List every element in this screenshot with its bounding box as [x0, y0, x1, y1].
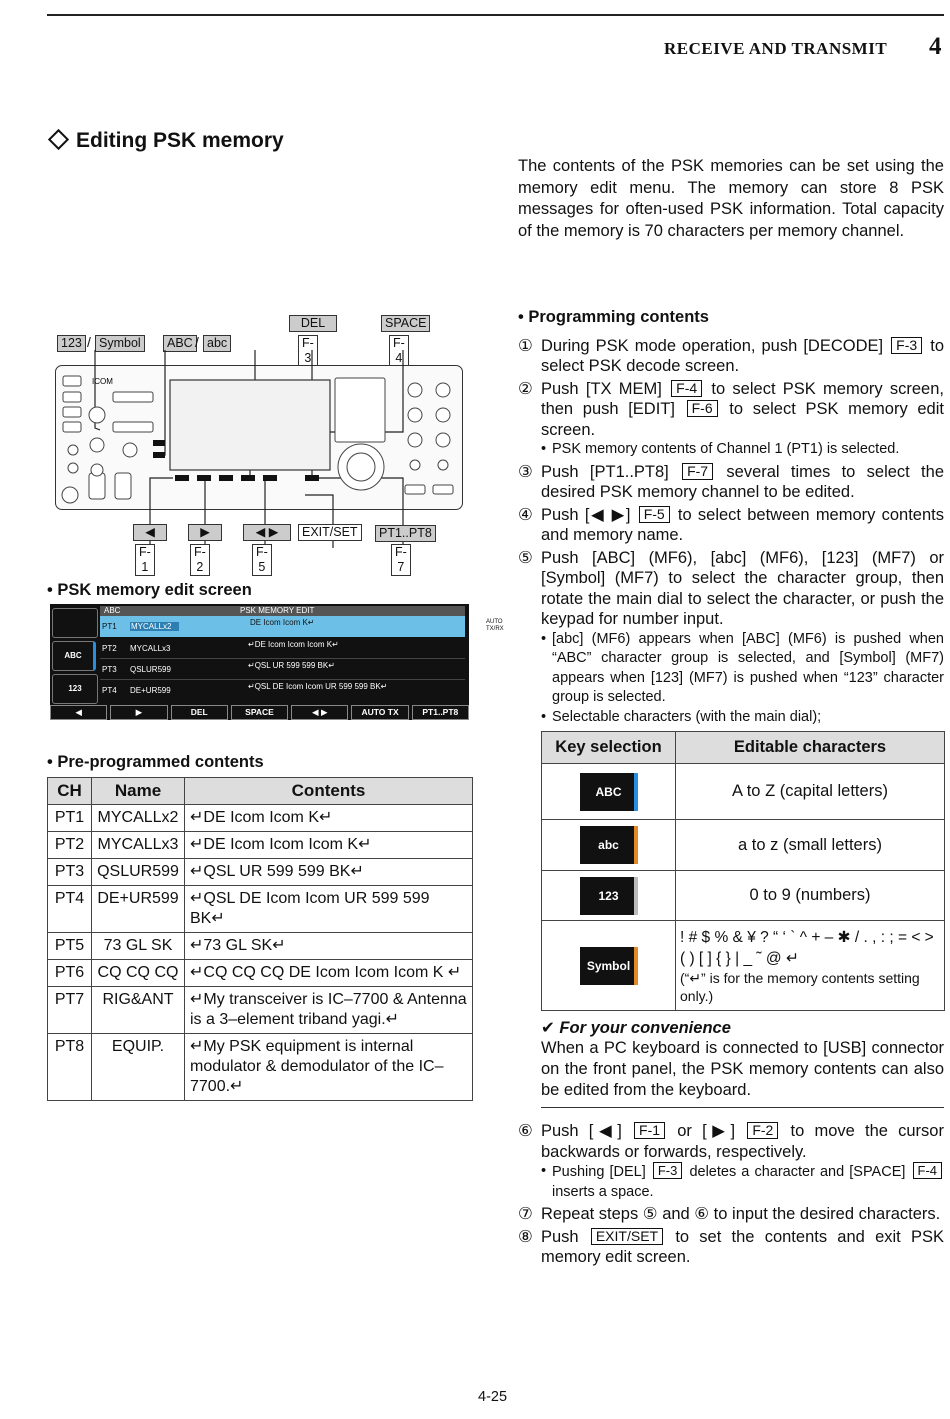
label-f2: F-2 — [190, 544, 210, 576]
key-label: F-3 — [891, 337, 922, 354]
intro-paragraph: The contents of the PSK memories can be set using the memory edit menu. The memory can store 8 PSK messages for often-used PSK information. Total capacity of the memory is 70 characters per memory channel. — [518, 157, 944, 240]
editable-chars: A to Z (capital letters) — [676, 764, 945, 820]
step-text: or [▶] — [677, 1122, 736, 1140]
step-5 — [518, 548, 944, 728]
label-f5: F-5 — [252, 544, 272, 576]
convenience-text: When a PC keyboard is connected to [USB] connector on the front panel, the PSK memory contents can also be edited from the keyboard. — [541, 1039, 944, 1099]
pre-programmed-table — [47, 777, 473, 1101]
step-1 — [518, 336, 944, 377]
table-header: Editable characters — [676, 732, 945, 764]
screen-row[interactable]: PT3 QSLUR599 ↵QSL UR 599 599 BK↵ AUTO TX/RX — [100, 659, 465, 680]
softkey-left-right[interactable]: ◀ ▶ — [291, 705, 348, 720]
screen-row[interactable]: PT2 MYCALLx3 ↵DE Icom Icom Icom K↵ AUTO TX/RX — [100, 638, 465, 659]
steps-continued — [518, 1121, 944, 1270]
step-number: ② — [518, 379, 533, 398]
step-text: Push [ABC] (MF6), [abc] (MF6), [123] (MF7) or [Symbol] (MF7) to select the character group, then rotate the main dial to select the character, or push the keypad for number input. — [541, 548, 944, 628]
step-number: ⑥ — [518, 1122, 533, 1140]
key-label: F-5 — [639, 506, 670, 523]
label-123: 123 — [57, 335, 86, 352]
step-text: Push — [541, 1227, 579, 1246]
abc-key-icon: ABC — [580, 773, 638, 811]
table-row — [542, 764, 945, 820]
step-2 — [518, 379, 944, 460]
chapter-title: RECEIVE AND TRANSMIT — [664, 39, 888, 58]
step-text: several times to select the desired PSK memory channel to be edited. — [541, 462, 944, 501]
side-button-blank[interactable] — [52, 608, 98, 638]
key-selection-table — [541, 731, 945, 1011]
table-row: PT5 73 GL SK ↵73 GL SK↵ — [48, 933, 473, 960]
key-label: F-4 — [913, 1162, 943, 1179]
step-text: to select between memory contents and memory name. — [541, 505, 944, 544]
screen-row[interactable]: PT4 DE+UR599 ↵QSL DE Icom Icom UR 599 599 BK↵ AUTO TX/RX — [102, 682, 504, 696]
side-button-abc[interactable]: ABC — [52, 641, 96, 671]
table-row — [542, 921, 945, 1011]
softkey-pt1-pt8[interactable]: PT1..PT8 — [412, 705, 469, 720]
table-row — [542, 871, 945, 921]
table-row: PT8 EQUIP. ↵My PSK equipment is internal modulator & demodulator of the IC–7700.↵ — [48, 1034, 473, 1101]
side-button-123[interactable]: 123 — [52, 674, 98, 704]
psk-memory-edit-screen — [50, 604, 504, 720]
label-abc-lower: abc — [203, 335, 231, 352]
convenience-title: ✔ For your convenience — [541, 1019, 731, 1037]
chapter-number: 4 — [929, 33, 942, 60]
radio-panel-drawing — [55, 310, 465, 560]
section-title-text: Editing PSK memory — [76, 129, 284, 152]
step-7 — [518, 1204, 944, 1225]
table-row: PT6 CQ CQ CQ ↵CQ CQ CQ DE Icom Icom Icom K ↵ — [48, 960, 473, 987]
table-header: Name — [92, 778, 185, 805]
softkey-del[interactable]: DEL — [171, 705, 228, 720]
table-header: CH — [48, 778, 92, 805]
step-8 — [518, 1227, 944, 1268]
label-f1: F-1 — [135, 544, 155, 576]
step-text: Push [◀] — [541, 1122, 622, 1140]
header-rule — [47, 14, 944, 16]
diamond-icon — [48, 129, 69, 150]
label-del: DEL — [289, 315, 337, 332]
screen-row-selected[interactable]: PT1 MYCALLx2 DE Icom Icom K↵ AUTO TX/RX — [100, 616, 465, 637]
step-note: • Selectable characters (with the main dial); — [541, 708, 944, 728]
step-text: to select PSK decode screen. — [541, 336, 944, 375]
page-number: 4-25 — [478, 1389, 508, 1405]
section-title — [48, 129, 284, 153]
label-f7: F-7 — [391, 544, 411, 576]
convenience-box — [541, 1018, 944, 1108]
label-exit-set: EXIT/SET — [298, 524, 362, 541]
step-number: ③ — [518, 462, 533, 481]
label-symbol: Symbol — [95, 335, 145, 352]
label-abc: ABC — [163, 335, 197, 352]
editable-chars: ! # $ % & ¥ ? “ ‘ ` ^ + – ✱ / . , : ; = < > ( ) [ ] { } | _ ˜ @ ↵ — [680, 928, 934, 967]
brand-logo: ICOM — [92, 377, 113, 386]
key-label: F-7 — [682, 463, 713, 480]
key-label: F-6 — [687, 400, 718, 417]
step-text: to set the contents and exit PSK memory edit screen. — [541, 1227, 944, 1266]
softkey-left[interactable]: ◀ — [50, 705, 107, 720]
step-6 — [518, 1121, 944, 1202]
step-note: • PSK memory contents of Channel 1 (PT1) is selected. — [541, 440, 944, 460]
abc-lower-key-icon: abc — [580, 826, 638, 864]
step-text: During PSK mode operation, push [DECODE] — [541, 336, 884, 355]
step-4 — [518, 505, 944, 546]
editable-chars: a to z (small letters) — [676, 820, 945, 871]
label-f3: F-3 — [298, 335, 318, 367]
symbol-key-icon: Symbol — [580, 947, 638, 985]
step-note: • [abc] (MF6) appears when [ABC] (MF6) is pushed when “ABC” character group is selected, and [Symbol] (MF7) appears when [123] (MF7) is pushed when “123” character group is selected. — [541, 630, 944, 708]
pre-programmed-heading: • Pre-programmed contents — [47, 753, 264, 771]
editable-chars-note: (“↵” is for the memory contents setting only.) — [680, 969, 920, 1004]
step-text: to select PSK memory screen, then push [EDIT] — [541, 379, 944, 418]
table-row: PT3 QSLUR599 ↵QSL UR 599 599 BK↵ — [48, 859, 473, 886]
step-number: ④ — [518, 505, 533, 524]
label-right: ▶ — [188, 524, 222, 541]
number-key-icon: 123 — [580, 877, 638, 915]
step-text: to select PSK memory edit screen. — [541, 400, 944, 439]
label-left: ◀ — [133, 524, 167, 541]
table-row: PT4 DE+UR599 ↵QSL DE Icom Icom UR 599 599 BK↵ — [48, 886, 473, 933]
table-header: Contents — [185, 778, 473, 805]
step-text: Push [PT1..PT8] — [541, 462, 669, 481]
step-text: Push [◀ ▶] — [541, 505, 631, 524]
step-text: to move the cursor backwards or forwards, respectively. — [541, 1122, 944, 1161]
step-number: ⑦ — [518, 1205, 533, 1223]
step-text: Push [TX MEM] — [541, 379, 662, 398]
screen-heading: • PSK memory edit screen — [47, 581, 252, 599]
screen-softkey-bar — [50, 705, 469, 720]
table-row: PT7 RIG&ANT ↵My transceiver is IC–7700 & Antenna is a 3–element triband yagi.↵ — [48, 987, 473, 1034]
label-pt1-pt8: PT1..PT8 — [375, 525, 436, 542]
screen-group: ABC — [104, 606, 121, 615]
table-row: PT2 MYCALLx3 ↵DE Icom Icom Icom K↵ — [48, 832, 473, 859]
label-space: SPACE — [381, 315, 430, 332]
step-number: ⑤ — [518, 548, 533, 567]
key-label: EXIT/SET — [591, 1228, 663, 1245]
programming-steps — [518, 307, 944, 729]
table-row: PT1 MYCALLx2 ↵DE Icom Icom K↵ — [48, 805, 473, 832]
step-number: ① — [518, 336, 533, 355]
step-number: ⑧ — [518, 1227, 533, 1246]
label-left-right: ◀ ▶ — [243, 524, 291, 541]
step-text: Repeat steps ⑤ and ⑥ to input the desired characters. — [541, 1205, 941, 1223]
screen-title: PSK MEMORY EDIT — [240, 606, 315, 615]
key-label: F-4 — [671, 380, 702, 397]
label-f4: F-4 — [389, 335, 409, 367]
step-3 — [518, 462, 944, 503]
softkey-space[interactable]: SPACE — [231, 705, 288, 720]
step-note: • Pushing [DEL] F-3 deletes a character and [SPACE] F-4 inserts a space. — [541, 1162, 944, 1202]
table-row — [542, 820, 945, 871]
table-header: Key selection — [542, 732, 676, 764]
screen-title-bar — [100, 606, 465, 616]
editable-chars: 0 to 9 (numbers) — [676, 871, 945, 921]
softkey-auto-tx[interactable]: AUTO TX — [351, 705, 408, 720]
softkey-right[interactable]: ▶ — [110, 705, 167, 720]
key-label: F-1 — [634, 1122, 665, 1139]
key-label: F-2 — [747, 1122, 778, 1139]
programming-heading: • Programming contents — [518, 308, 709, 326]
key-label: F-3 — [653, 1162, 683, 1179]
